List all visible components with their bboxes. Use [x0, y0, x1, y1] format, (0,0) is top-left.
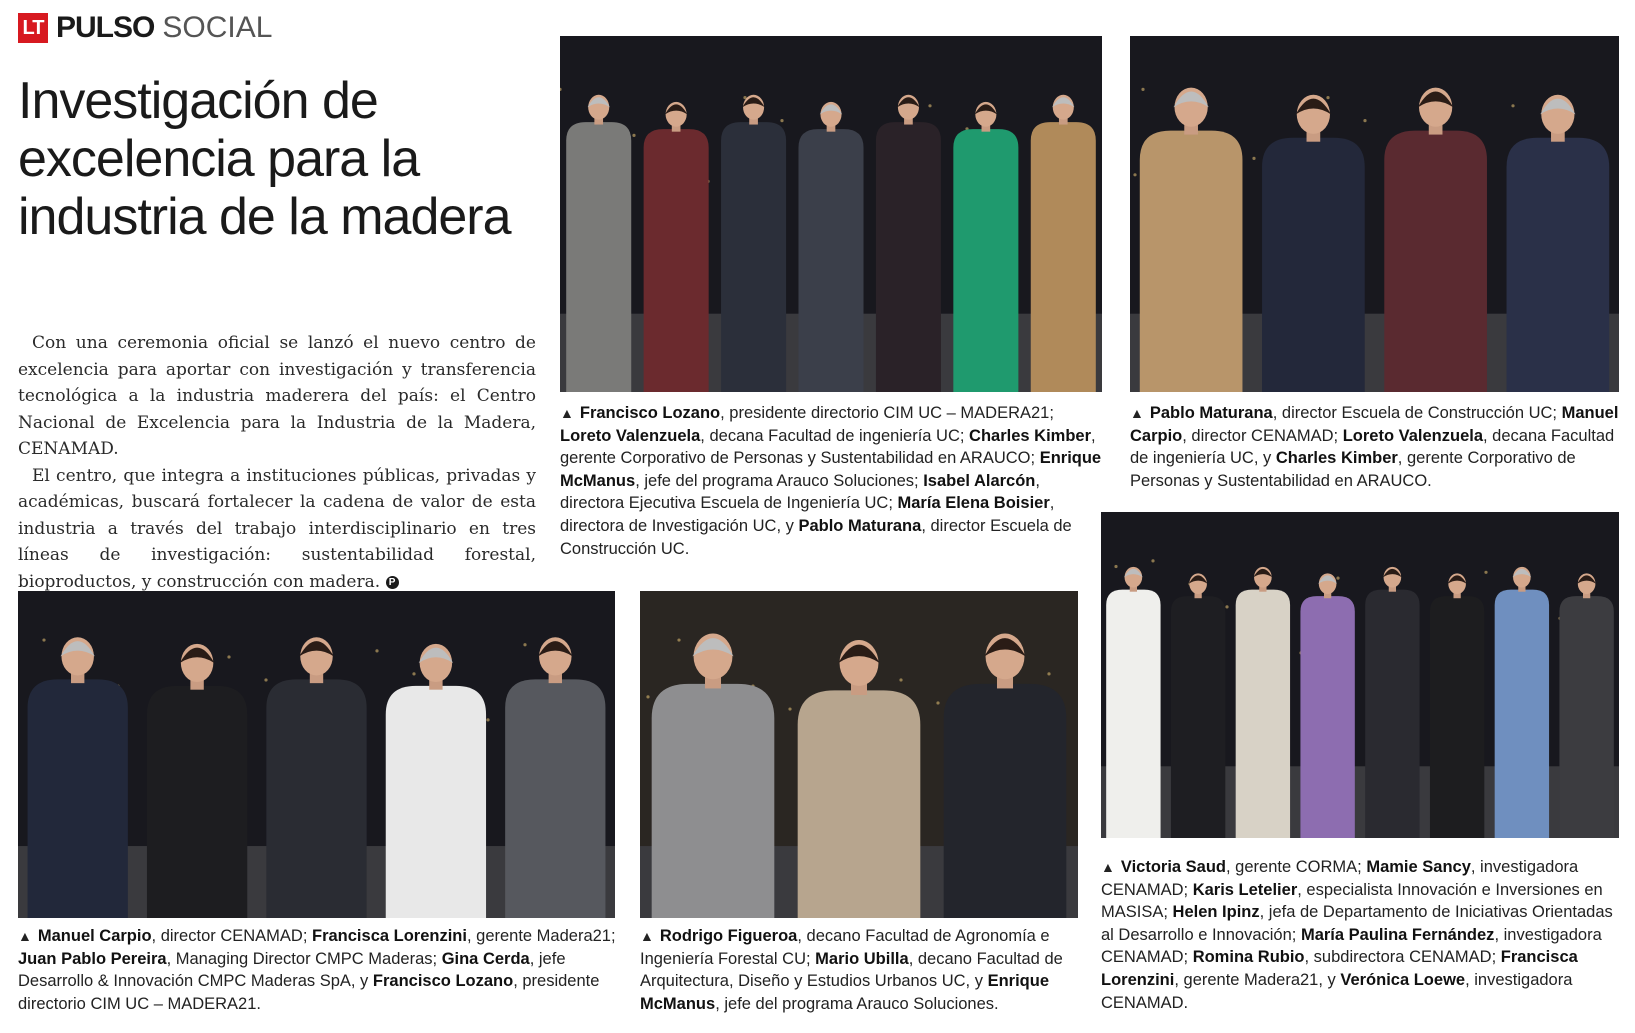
person-figure	[1140, 88, 1243, 392]
photo-illustration	[560, 36, 1102, 392]
person-figure	[953, 102, 1018, 392]
caption-person-name: María Elena Boisier	[897, 494, 1050, 513]
event-photo-group-3	[18, 591, 615, 918]
person-figure	[566, 95, 631, 392]
lt-logo: LT	[18, 13, 48, 43]
caption-text: , director Escuela de Construcción UC.	[560, 516, 1072, 558]
person-figure	[1106, 567, 1160, 838]
caption-text: , investigadora CENAMAD;	[1101, 925, 1602, 967]
background-light	[1326, 96, 1329, 99]
caption-person-name: Francisco Lozano	[579, 404, 721, 422]
background-light	[412, 672, 415, 675]
caption-triangle-icon: ▲	[640, 928, 654, 944]
caption-text: , director CENAMAD;	[151, 927, 312, 945]
caption-person-name: Karis Letelier	[1192, 880, 1298, 899]
background-light	[42, 638, 45, 641]
caption-triangle-icon: ▲	[1101, 859, 1115, 875]
caption-text: , decano Facultad de Arquitectura, Diseño y Estudios Urbanos UC, y	[640, 949, 1063, 991]
photo-illustration	[18, 591, 615, 918]
caption-text: , especialista Innovación e Inversiones en MASISA;	[1101, 880, 1603, 922]
caption-person-name: Charles Kimber	[969, 426, 1092, 445]
background-light	[646, 695, 649, 698]
person-figure	[1171, 573, 1225, 838]
person-figure	[1384, 88, 1487, 392]
caption-text: , directora Ejecutiva Escuela de Ingeniería UC;	[560, 471, 1040, 513]
caption-text: , presidente directorio CIM UC – MADERA21.	[18, 972, 600, 1013]
background-light	[1141, 88, 1144, 91]
person-figure	[1495, 567, 1549, 838]
caption-text: , jefe Desarrollo & Innovación CMPC Maderas SpA, y	[18, 949, 566, 991]
caption-person-name: Mamie Sancy	[1366, 858, 1471, 876]
section-name-light: SOCIAL	[162, 11, 273, 44]
background-light	[1363, 119, 1366, 122]
background-light	[1484, 571, 1487, 574]
background-light	[780, 119, 783, 122]
caption-person-name: Verónica Loewe	[1340, 970, 1466, 989]
caption-text: , jefa de Departamento de Iniciativas Orientadas al Desarrollo e Innovación;	[1101, 903, 1613, 944]
background-light	[936, 701, 939, 704]
person-figure	[644, 102, 709, 392]
masthead	[18, 8, 272, 48]
caption-person-name: Helen Ipinz	[1172, 903, 1260, 922]
caption-text: , decano Facultad de Agronomía e Ingeniería Forestal CU;	[640, 927, 1050, 968]
caption-person-name: Enrique McManus	[560, 449, 1102, 490]
event-photo-group-1	[560, 36, 1102, 392]
caption-text: , decana Facultad de ingeniería UC;	[700, 426, 970, 445]
photo-illustration	[640, 591, 1078, 918]
section-name-bold: PULSO	[56, 11, 155, 44]
caption-person-name: Manuel Carpio	[1130, 404, 1619, 445]
background-light	[1133, 173, 1136, 176]
caption-triangle-icon: ▲	[560, 405, 574, 421]
background-light	[486, 718, 489, 721]
caption-person-name: Manuel Carpio	[37, 927, 152, 945]
caption-text: , investigadora CENAMAD;	[1101, 858, 1579, 899]
background-light	[1151, 559, 1154, 562]
photo-illustration	[1130, 36, 1619, 392]
caption-text: , gerente Madera21, y	[1174, 970, 1341, 989]
caption-text: , jefe del programa Arauco Soluciones.	[715, 994, 999, 1013]
caption-person-name: Francisca Lorenzini	[312, 927, 467, 945]
photo-caption	[640, 925, 1082, 1015]
background-light	[632, 134, 635, 137]
caption-person-name: Charles Kimber	[1275, 449, 1398, 468]
caption-person-name: Mario Ubilla	[815, 949, 909, 968]
photo-caption	[18, 925, 618, 1015]
background-light	[1225, 605, 1228, 608]
photo-caption	[560, 402, 1105, 560]
caption-text: , subdirectora CENAMAD;	[1304, 948, 1501, 967]
caption-person-name: Loreto Valenzuela	[560, 426, 701, 445]
article-lead	[18, 330, 536, 595]
caption-text: , decana Facultad de ingeniería UC, y	[1130, 426, 1615, 468]
person-figure	[1430, 573, 1484, 838]
caption-text: , jefe del programa Arauco Soluciones;	[635, 471, 924, 490]
caption-person-name: María Paulina Fernández	[1300, 925, 1495, 944]
lead-paragraph-text: El centro, que integra a instituciones públicas, privadas y académicas, buscará fortalecer la cadena de valor de esta industria a través del trabajo interdisciplinario en tres líneas de investigación: sustentabilidad forestal, bioproductos, y construcción con madera.	[18, 465, 536, 592]
caption-text: , director Escuela de Construcción UC;	[1272, 404, 1562, 422]
caption-person-name: Francisca Lorenzini	[1101, 948, 1578, 989]
caption-person-name: Pablo Maturana	[798, 516, 922, 535]
caption-person-name: Pablo Maturana	[1149, 404, 1273, 422]
caption-triangle-icon: ▲	[18, 928, 32, 944]
caption-text: , gerente Corporativo de Personas y Sustentabilidad en ARAUCO;	[560, 426, 1096, 468]
caption-person-name: Loreto Valenzuela	[1342, 426, 1484, 445]
lead-paragraph	[18, 463, 536, 596]
caption-text: , gerente Madera21;	[466, 927, 616, 945]
background-light	[523, 643, 526, 646]
caption-triangle-icon: ▲	[1130, 405, 1144, 421]
caption-person-name: Gina Cerda	[441, 949, 530, 968]
caption-person-name: Isabel Alarcón	[923, 471, 1036, 490]
caption-text: , investigadora CENAMAD.	[1101, 970, 1573, 1012]
background-light	[1511, 104, 1514, 107]
photo-caption	[1101, 856, 1623, 1014]
background-light	[1047, 672, 1050, 675]
background-light	[1252, 157, 1255, 160]
background-light	[1336, 577, 1339, 580]
event-photo-conversation	[640, 591, 1078, 918]
caption-person-name: Romina Rubio	[1192, 948, 1305, 967]
person-figure	[721, 95, 786, 392]
caption-person-name: Victoria Saud	[1120, 858, 1227, 876]
background-light	[1114, 565, 1117, 568]
caption-text: , Managing Director CMPC Maderas;	[166, 949, 442, 968]
background-light	[264, 678, 267, 681]
person-figure	[1559, 573, 1613, 838]
person-figure	[1300, 573, 1354, 838]
caption-text: , presidente directorio CIM UC – MADERA21;	[720, 404, 1054, 422]
background-light	[928, 104, 931, 107]
background-light	[375, 649, 378, 652]
event-photo-group-2	[1130, 36, 1619, 392]
background-light	[899, 678, 902, 681]
person-figure	[1365, 567, 1419, 838]
caption-person-name: Rodrigo Figueroa	[659, 927, 798, 945]
caption-text: , gerente Corporativo de Personas y Sustentabilidad en ARAUCO.	[1130, 449, 1576, 490]
background-light	[227, 655, 230, 658]
caption-text: , director CENAMAD;	[1182, 426, 1343, 445]
event-photo-women-group	[1101, 512, 1619, 838]
lead-paragraph: Con una ceremonia oficial se lanzó el nuevo centro de excelencia para aportar con investigación y transferencia tecnológica a la industria maderera del país: el Centro Nacional de Excelencia para la Industria de la Madera, CENAMAD.	[18, 333, 536, 459]
background-light	[788, 707, 791, 710]
caption-person-name: Juan Pablo Pereira	[18, 949, 167, 968]
background-light	[677, 638, 680, 641]
caption-person-name: Francisco Lozano	[372, 972, 514, 991]
article-headline: Investigación de excelencia para la industria de la madera	[18, 72, 511, 246]
person-figure	[1031, 95, 1096, 392]
person-figure	[798, 102, 863, 392]
photo-illustration	[1101, 512, 1619, 838]
caption-text: , directora de Investigación UC, y	[560, 494, 1055, 535]
photo-caption	[1130, 402, 1622, 492]
caption-person-name: Enrique McManus	[640, 972, 1050, 1013]
person-figure	[876, 95, 941, 392]
caption-text: , gerente CORMA;	[1226, 858, 1367, 876]
end-mark-icon: P	[386, 576, 399, 589]
person-figure	[1236, 567, 1290, 838]
